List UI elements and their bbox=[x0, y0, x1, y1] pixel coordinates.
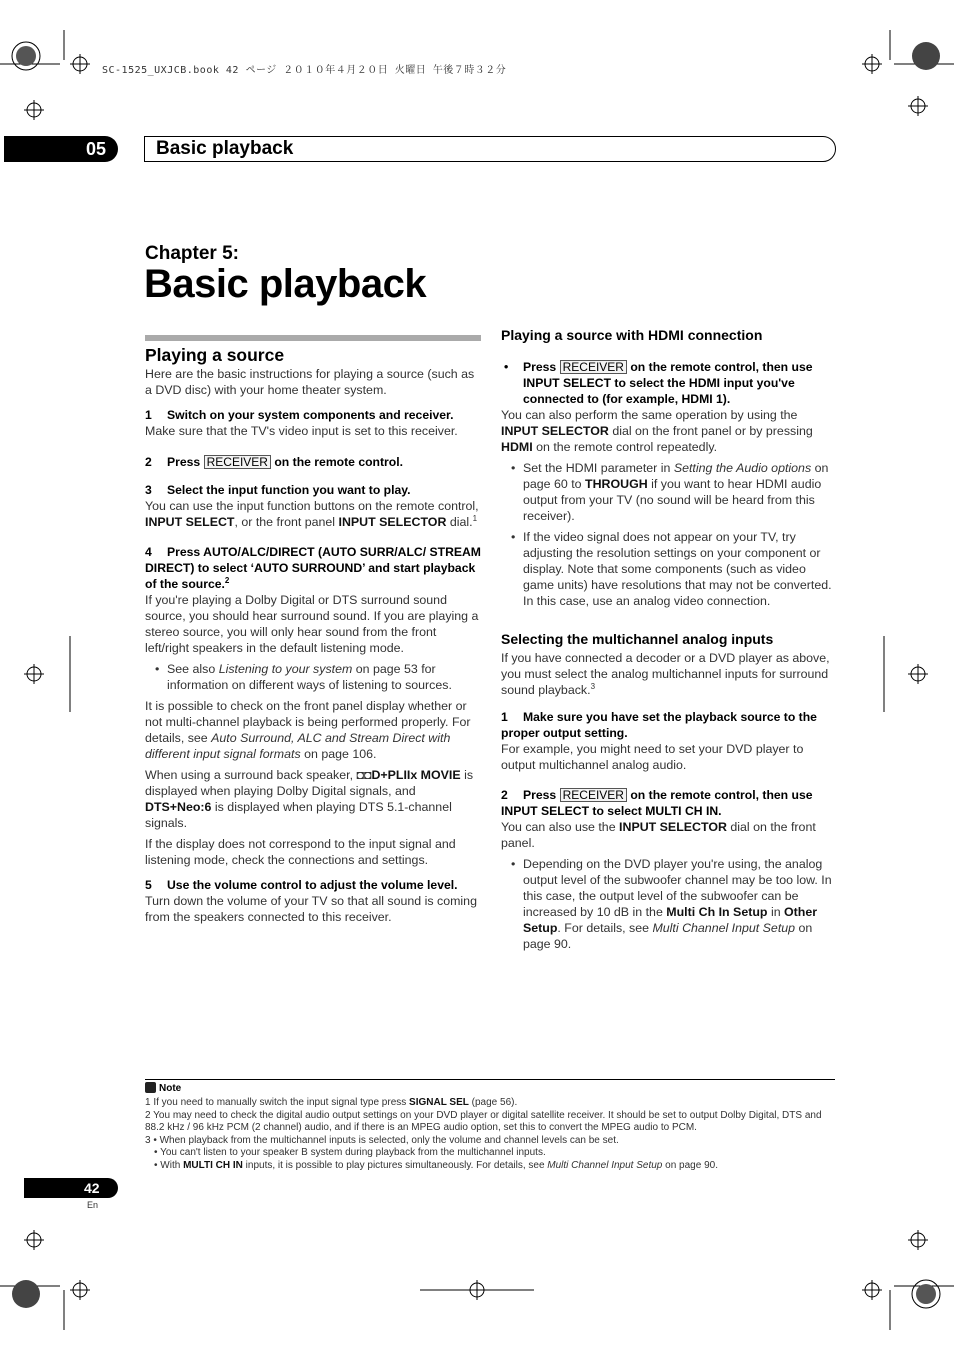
check-paragraph: It is possible to check on the front panel display whether or not multi-channel playback is being performed properly. For details, see Auto Surround, ALC and Stream Direct with different input signal formats on page 106. bbox=[145, 699, 471, 761]
language-label: En bbox=[87, 1200, 99, 1210]
hdmi-bullet-1: • Set the HDMI parameter in Setting the Audio options on page 60 to THROUGH if you want to hear HDMI audio output from your TV (no sound will be heard from this receiver). bbox=[501, 460, 835, 524]
step-4-body: If you're playing a Dolby Digital or DTS surround sound source, you should hear surround sound. If you are playing a stereo source, you will only hear sound from the front left/right speakers in the default listening mode. bbox=[145, 593, 479, 655]
surround-back-paragraph: When using a surround back speaker, ◘◘D+PLIIx MOVIE is displayed when playing Dolby Digital signals, and DTS+Neo:6 is displayed when playing DTS 5.1-channel signals. bbox=[145, 768, 474, 830]
hdmi-body: You can also perform the same operation by using the INPUT SELECTOR dial on the front panel or by pressing HDMI on the remote control repeatedly. bbox=[501, 408, 813, 454]
receiver-key: RECEIVER bbox=[560, 788, 627, 802]
note-rule bbox=[145, 1079, 835, 1080]
multich-step-2-body: You can also use the INPUT SELECTOR dial on the front panel. bbox=[501, 820, 816, 850]
dolby-logo-icon: ◘◘ bbox=[356, 768, 372, 782]
right-column bbox=[501, 327, 835, 952]
section-rule bbox=[145, 335, 481, 341]
hdmi-bullet-2: • If the video signal does not appear on your TV, try adjusting the resolution settings on your component or display. Note that some components (such as video game units) have resolutions that may not be converted. In this case, use an analog video connection. bbox=[501, 529, 835, 609]
receiver-key: RECEIVER bbox=[560, 360, 627, 374]
header-title: Basic playback bbox=[156, 138, 294, 159]
section-heading: Playing a source bbox=[145, 345, 285, 365]
multich-heading: Selecting the multichannel analog inputs bbox=[501, 631, 774, 647]
multich-intro: If you have connected a decoder or a DVD player as above, you must select the analog multichannel inputs for surround sound playback.$^3$ bbox=[501, 651, 830, 697]
footnote-2: 2 You may need to check the digital audio output settings on your DVD player or digital satellite receiver. It should be set to output Dolby Digital, DTS and 88.2 kHz / 96 kHz PCM (2 channel) audio, and if there is an MPEG audio option, set this to convert the MPEG audio to PCM. bbox=[145, 1109, 822, 1134]
left-column bbox=[145, 335, 481, 925]
multich-step-1-body: For example, you might need to set your DVD player to output multichannel analog audio. bbox=[501, 742, 804, 772]
intro-paragraph: Here are the basic instructions for playing a source (such as a DVD disc) with your home theater system. bbox=[145, 367, 475, 397]
multich-bullet: • Depending on the DVD player you're using, the analog output level of the subwoofer channel may be too low. In this case, the output level of the subwoofer can be increased by 10 dB in the Multi Ch In Setup in Other Setup. For details, see Multi Channel Input Setup on page 90. bbox=[501, 856, 835, 952]
print-header: SC-1525_UXJCB.book 42 ページ ２０１０年４月２０日 火曜日 午後７時３２分 bbox=[102, 65, 507, 76]
chapter-label: Chapter 5: bbox=[145, 243, 239, 264]
step-5: 5 Use the volume control to adjust the volume level. bbox=[145, 878, 458, 892]
page-number-tab: 42 bbox=[24, 1178, 118, 1198]
step-1-body: Make sure that the TV's video input is set to this receiver. bbox=[145, 424, 458, 438]
footnotes bbox=[145, 1097, 837, 1173]
hdmi-step: • Press RECEIVER on the remote control, then use INPUT SELECT to select the HDMI input you've connected to (for example, HDMI 1). bbox=[501, 359, 835, 407]
chapter-number-tab: 05 bbox=[4, 136, 118, 162]
footnote-3b: • You can't listen to your speaker B system during playback from the multichannel inputs. bbox=[154, 1147, 546, 1159]
multich-step-2: 2 Press RECEIVER on the remote control, then use INPUT SELECT to select MULTI CH IN. bbox=[501, 788, 813, 818]
hdmi-heading: Playing a source with HDMI connection bbox=[501, 327, 763, 343]
step-2: 2 Press RECEIVER on the remote control. bbox=[145, 455, 404, 469]
note-heading: Note bbox=[145, 1082, 181, 1094]
chapter-title: Basic playback bbox=[144, 262, 427, 306]
step-3-body: You can use the input function buttons on the remote control, INPUT SELECT, or the front panel INPUT SELECTOR dial.$^1$ bbox=[145, 499, 479, 529]
see-also-bullet: • See also Listening to your system on page 53 for information on different ways of listening to sources. bbox=[145, 661, 481, 693]
note-icon bbox=[145, 1082, 156, 1093]
step-1: 1 Switch on your system components and receiver. bbox=[145, 408, 454, 422]
footnote-3c: • With MULTI CH IN inputs, it is possible to play pictures simultaneously. For details, see Multi Channel Input Setup on page 90. bbox=[154, 1159, 718, 1171]
step-3: 3 Select the input function you want to play. bbox=[145, 483, 411, 497]
footnote-1: 1 If you need to manually switch the input signal type press SIGNAL SEL (page 56). bbox=[145, 1097, 518, 1108]
step-5-body: Turn down the volume of your TV so that all sound is coming from the speakers connected to this receiver. bbox=[145, 894, 477, 924]
footnote-3a: 3 • When playback from the multichannel inputs is selected, only the volume and channel levels can be set. bbox=[145, 1134, 619, 1146]
multich-step-1: 1 Make sure you have set the playback source to the proper output setting. bbox=[501, 710, 817, 740]
display-note-paragraph: If the display does not correspond to the input signal and listening mode, check the connections and settings. bbox=[145, 837, 456, 867]
step-4: 4 Press AUTO/ALC/DIRECT (AUTO SURR/ALC/ STREAM DIRECT) to select ‘AUTO SURROUND’ and start playback of the source.$^2$ bbox=[145, 545, 481, 591]
receiver-key: RECEIVER bbox=[204, 455, 271, 469]
